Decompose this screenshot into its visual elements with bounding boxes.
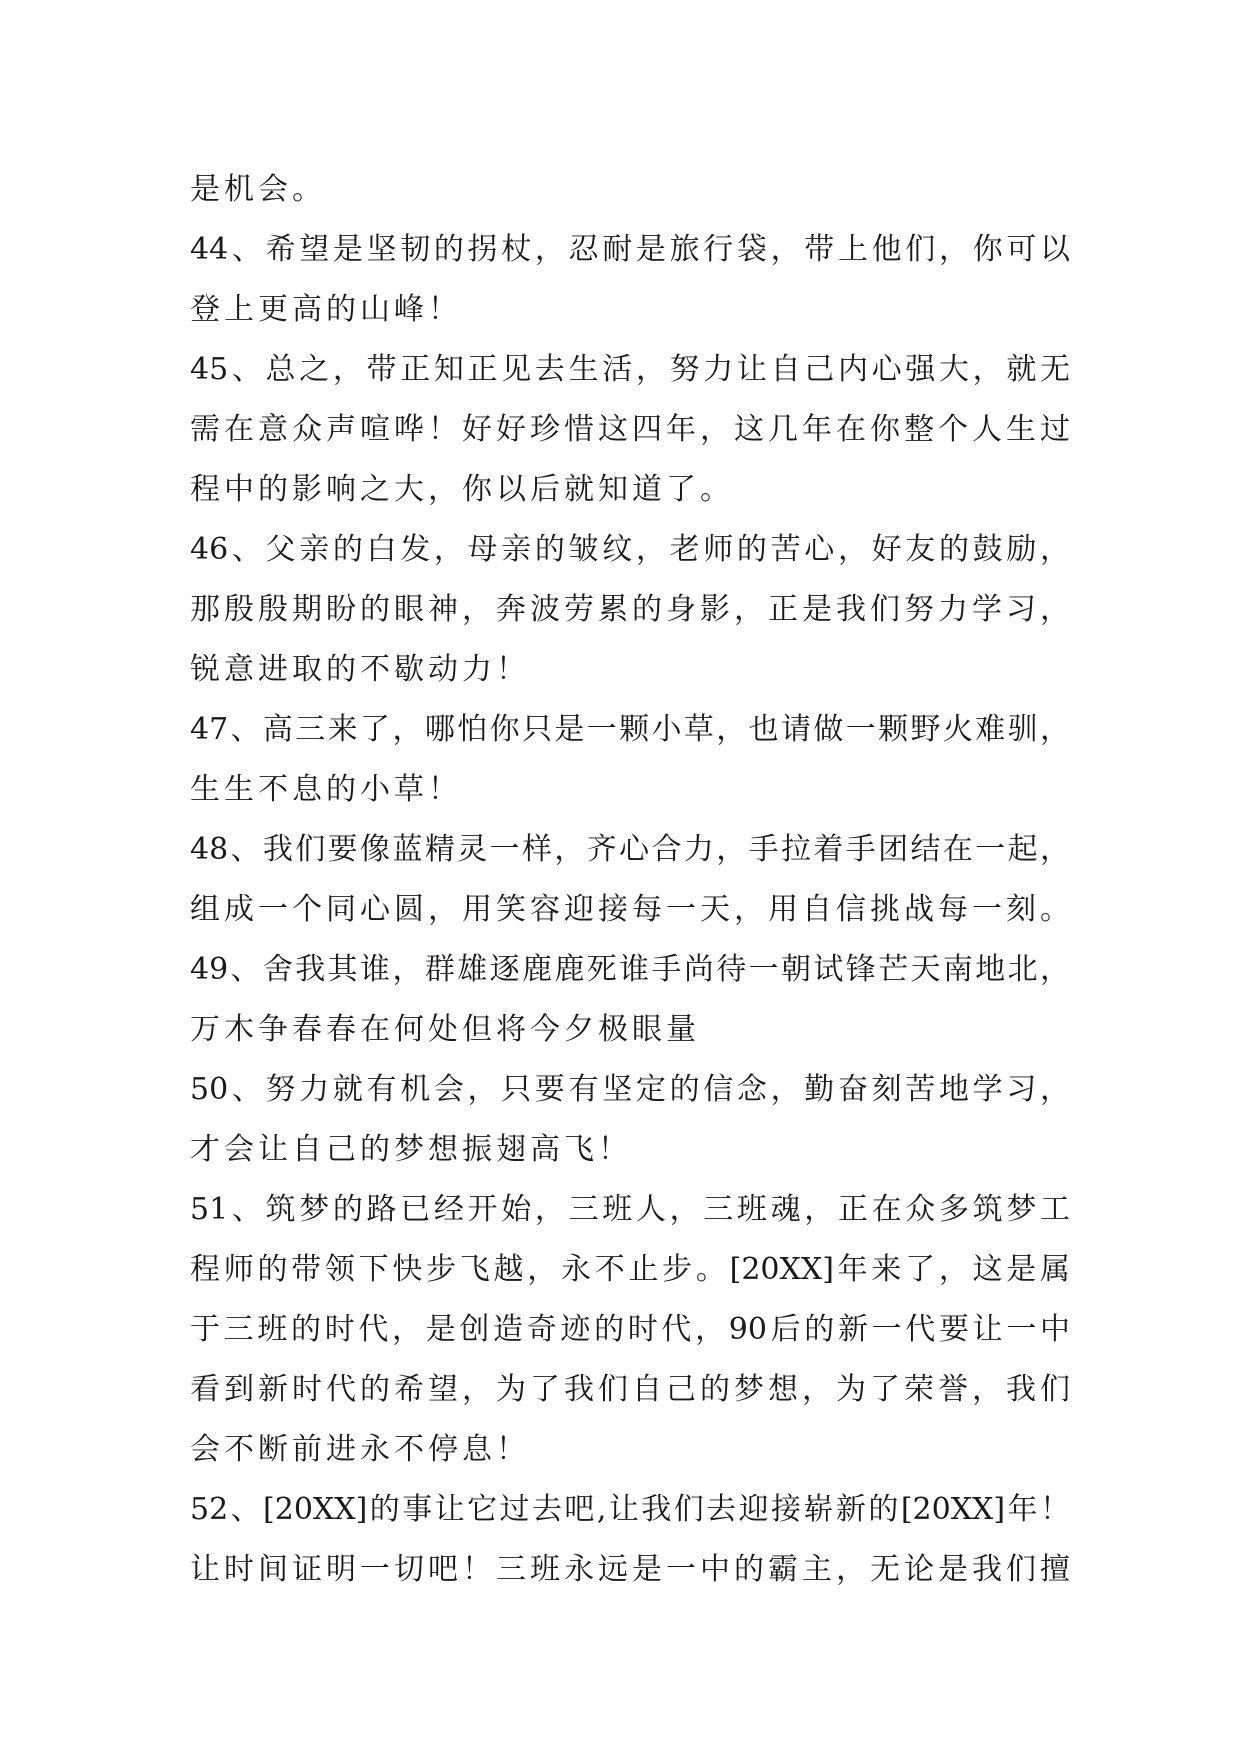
text-line: 50、努力就有机会，只要有坚定的信念，勤奋刻苦地学习， bbox=[190, 1072, 1070, 1107]
text-line: 47、高三来了，哪怕你只是一颗小草，也请做一颗野火难驯， bbox=[190, 712, 1070, 747]
body-text bbox=[190, 160, 1070, 1600]
text-line: 组成一个同心圆，用笑容迎接每一天，用自信挑战每一刻。 bbox=[190, 892, 1070, 927]
text-line: 锐意进取的不歇动力！ bbox=[190, 652, 530, 687]
text-line: 46、父亲的白发，母亲的皱纹，老师的苦心，好友的鼓励， bbox=[190, 532, 1070, 567]
text-line: 程师的带领下快步飞越，永不止步。[20XX]年来了，这是属 bbox=[190, 1252, 1070, 1287]
text-line: 48、我们要像蓝精灵一样，齐心合力，手拉着手团结在一起， bbox=[190, 832, 1070, 867]
text-line: 让时间证明一切吧！三班永远是一中的霸主，无论是我们擅 bbox=[190, 1552, 1070, 1587]
text-line: 45、总之，带正知正见去生活，努力让自己内心强大，就无 bbox=[190, 352, 1070, 387]
text-line: 是机会。 bbox=[190, 172, 326, 207]
text-line: 程中的影响之大，你以后就知道了。 bbox=[190, 472, 734, 507]
text-line: 于三班的时代，是创造奇迹的时代，90后的新一代要让一中 bbox=[190, 1312, 1070, 1347]
text-line: 会不断前进永不停息！ bbox=[190, 1432, 530, 1467]
text-line: 51、筑梦的路已经开始，三班人，三班魂，正在众多筑梦工 bbox=[190, 1192, 1070, 1227]
text-line: 生生不息的小草！ bbox=[190, 772, 462, 807]
text-line: 万木争春春在何处但将今夕极眼量 bbox=[190, 1012, 700, 1047]
text-line: 44、希望是坚韧的拐杖，忍耐是旅行袋，带上他们，你可以 bbox=[190, 232, 1070, 267]
text-line: 49、舍我其谁，群雄逐鹿鹿死谁手尚待一朝试锋芒天南地北， bbox=[190, 952, 1070, 987]
text-line: 才会让自己的梦想振翅高飞！ bbox=[190, 1132, 632, 1167]
text-line: 那殷殷期盼的眼神，奔波劳累的身影，正是我们努力学习， bbox=[190, 592, 1070, 627]
text-line: 52、[20XX]的事让它过去吧,让我们去迎接崭新的[20XX]年！ bbox=[190, 1492, 1070, 1527]
text-line: 需在意众声喧哗！好好珍惜这四年，这几年在你整个人生过 bbox=[190, 412, 1070, 447]
text-line: 看到新时代的希望，为了我们自己的梦想，为了荣誉，我们 bbox=[190, 1372, 1070, 1407]
text-line: 登上更高的山峰！ bbox=[190, 292, 462, 327]
